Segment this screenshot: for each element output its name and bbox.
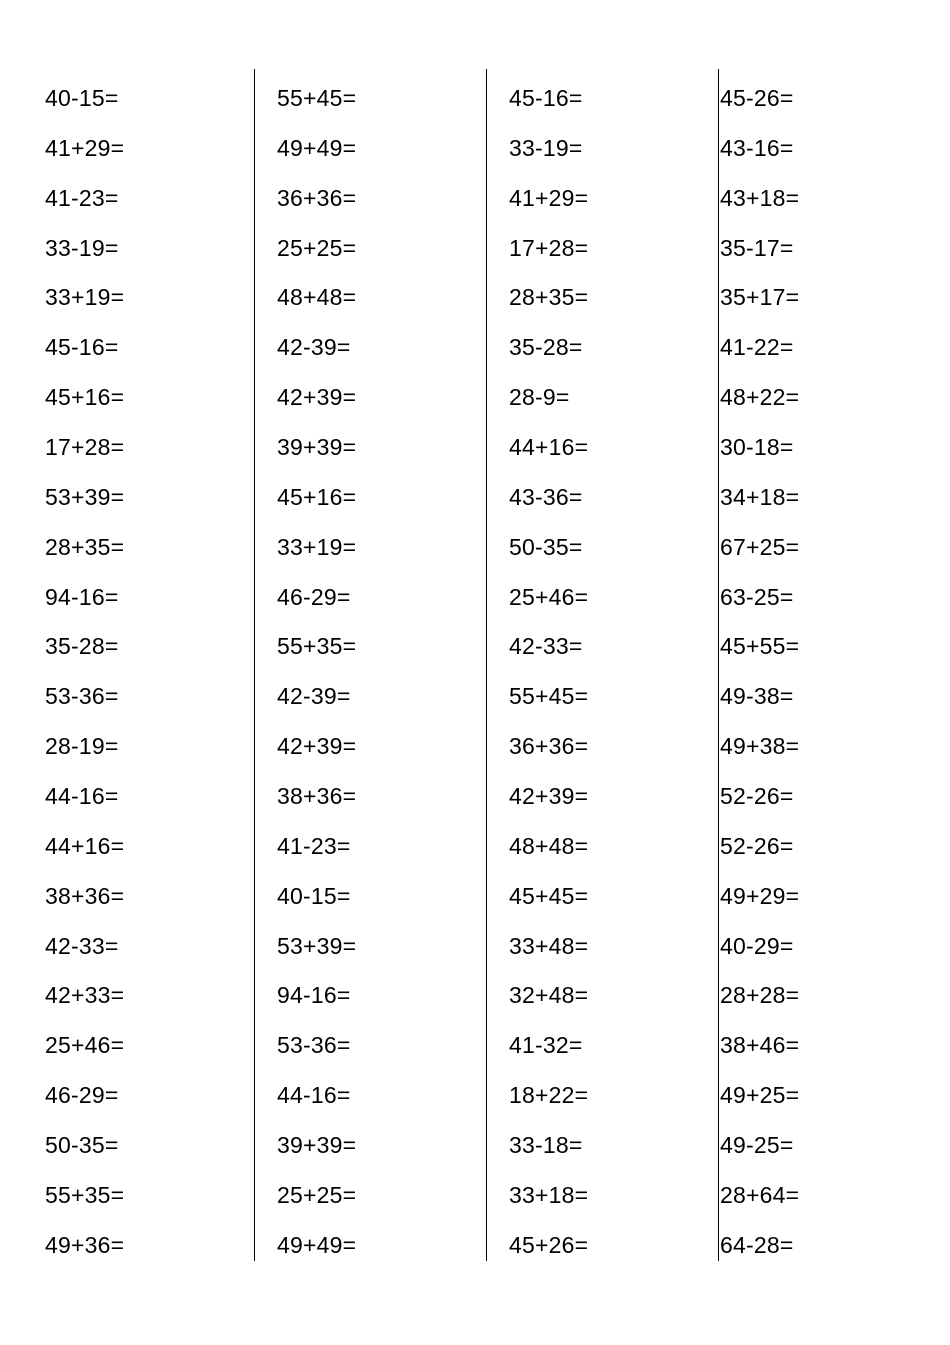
problem-column-4: [720, 70, 799, 1267]
math-problem: 94-16=: [45, 583, 119, 610]
math-problem: 25+46=: [45, 1032, 125, 1059]
math-problem: 52-26=: [720, 783, 794, 810]
column-divider: [254, 69, 255, 1261]
math-problem: 41-23=: [277, 832, 351, 859]
math-problem: 44+16=: [45, 832, 125, 859]
math-problem: 46-29=: [45, 1082, 119, 1109]
math-problem: 25+46=: [509, 583, 589, 610]
math-problem: 43-36=: [509, 483, 583, 510]
math-problem: 49+29=: [720, 882, 800, 909]
math-problem: 41-32=: [509, 1032, 583, 1059]
math-problem: 41-23=: [45, 184, 119, 211]
math-problem: 41+29=: [45, 134, 125, 161]
math-problem: 53-36=: [45, 683, 119, 710]
math-problem: 49+38=: [720, 733, 800, 760]
math-problem: 41-22=: [720, 334, 794, 361]
math-problem: 42+39=: [277, 733, 357, 760]
math-problem: 48+48=: [277, 284, 357, 311]
math-problem: 49-25=: [720, 1132, 794, 1159]
math-problem: 42+39=: [277, 384, 357, 411]
math-problem: 53+39=: [277, 932, 357, 959]
math-problem: 46-29=: [277, 583, 351, 610]
math-problem: 38+36=: [45, 882, 125, 909]
math-problem: 25+25=: [277, 1181, 357, 1208]
math-problem: 28-19=: [45, 733, 119, 760]
math-problem: 40-29=: [720, 932, 794, 959]
math-problem: 28+35=: [509, 284, 589, 311]
math-problem: 38+36=: [277, 783, 357, 810]
math-problem: 39+39=: [277, 434, 357, 461]
math-problem: 28-9=: [509, 384, 570, 411]
math-problem: 34+18=: [720, 483, 800, 510]
math-problem: 52-26=: [720, 832, 794, 859]
math-problem: 49+25=: [720, 1082, 800, 1109]
math-problem: 49+36=: [45, 1231, 125, 1258]
math-problem: 55+45=: [277, 85, 357, 111]
math-problem: 44-16=: [45, 783, 119, 810]
math-problem: 40-15=: [277, 882, 351, 909]
problem-column-1: [45, 70, 124, 1267]
math-problem: 35+17=: [720, 284, 800, 311]
math-problem: 36+36=: [277, 184, 357, 211]
math-problem: 38+46=: [720, 1032, 800, 1059]
math-problem: 44+16=: [509, 434, 589, 461]
math-problem: 39+39=: [277, 1132, 357, 1159]
math-problem: 18+22=: [509, 1082, 589, 1109]
column-divider: [718, 69, 719, 1261]
math-problem: 36+36=: [509, 733, 589, 760]
math-problem: 55+35=: [277, 633, 357, 660]
math-problem: 53+39=: [45, 483, 125, 510]
math-problem: 55+45=: [509, 683, 589, 710]
math-problem: 49-38=: [720, 683, 794, 710]
math-problem: 33+19=: [277, 533, 357, 560]
math-problem: 17+28=: [45, 434, 125, 461]
math-problem: 94-16=: [277, 982, 351, 1009]
math-problem: 33-19=: [45, 234, 119, 261]
math-problem: 42-33=: [509, 633, 583, 660]
math-problem: 28+28=: [720, 982, 800, 1009]
math-problem: 45+16=: [45, 384, 125, 411]
math-problem: 45-26=: [720, 85, 794, 111]
math-problem: 17+28=: [509, 234, 589, 261]
math-problem: 63-25=: [720, 583, 794, 610]
math-problem: 44-16=: [277, 1082, 351, 1109]
math-problem: 48+48=: [509, 832, 589, 859]
math-problem: 45+55=: [720, 633, 800, 660]
math-problem: 25+25=: [277, 234, 357, 261]
math-problem: 53-36=: [277, 1032, 351, 1059]
math-problem: 42-39=: [277, 683, 351, 710]
math-problem: 45+16=: [277, 483, 357, 510]
problem-column-2: [277, 70, 356, 1267]
problem-column-3: [509, 70, 588, 1267]
math-problem: 33+19=: [45, 284, 125, 311]
math-problem: 55+35=: [45, 1181, 125, 1208]
math-problem: 40-15=: [45, 85, 119, 111]
math-problem: 35-28=: [509, 334, 583, 361]
math-problem: 33+48=: [509, 932, 589, 959]
math-problem: 28+64=: [720, 1181, 800, 1208]
math-problem: 43+18=: [720, 184, 800, 211]
math-problem: 35-28=: [45, 633, 119, 660]
math-problem: 42-33=: [45, 932, 119, 959]
math-problem: 41+29=: [509, 184, 589, 211]
math-problem: 64-28=: [720, 1231, 794, 1258]
math-problem: 33+18=: [509, 1181, 589, 1208]
math-problem: 28+35=: [45, 533, 125, 560]
math-problem: 48+22=: [720, 384, 800, 411]
math-problem: 35-17=: [720, 234, 794, 261]
math-problem: 45-16=: [45, 334, 119, 361]
math-problem: 45+26=: [509, 1231, 589, 1258]
math-problem: 45-16=: [509, 85, 583, 111]
math-problem: 32+48=: [509, 982, 589, 1009]
math-problem: 49+49=: [277, 1231, 357, 1258]
math-problem: 42+33=: [45, 982, 125, 1009]
math-problem: 43-16=: [720, 134, 794, 161]
math-problem: 42-39=: [277, 334, 351, 361]
math-problem: 33-18=: [509, 1132, 583, 1159]
math-problem: 50-35=: [45, 1132, 119, 1159]
column-divider: [486, 69, 487, 1261]
math-problem: 42+39=: [509, 783, 589, 810]
math-problem: 67+25=: [720, 533, 800, 560]
math-problem: 45+45=: [509, 882, 589, 909]
math-problem: 49+49=: [277, 134, 357, 161]
math-problem: 50-35=: [509, 533, 583, 560]
math-problem: 30-18=: [720, 434, 794, 461]
math-problem: 33-19=: [509, 134, 583, 161]
